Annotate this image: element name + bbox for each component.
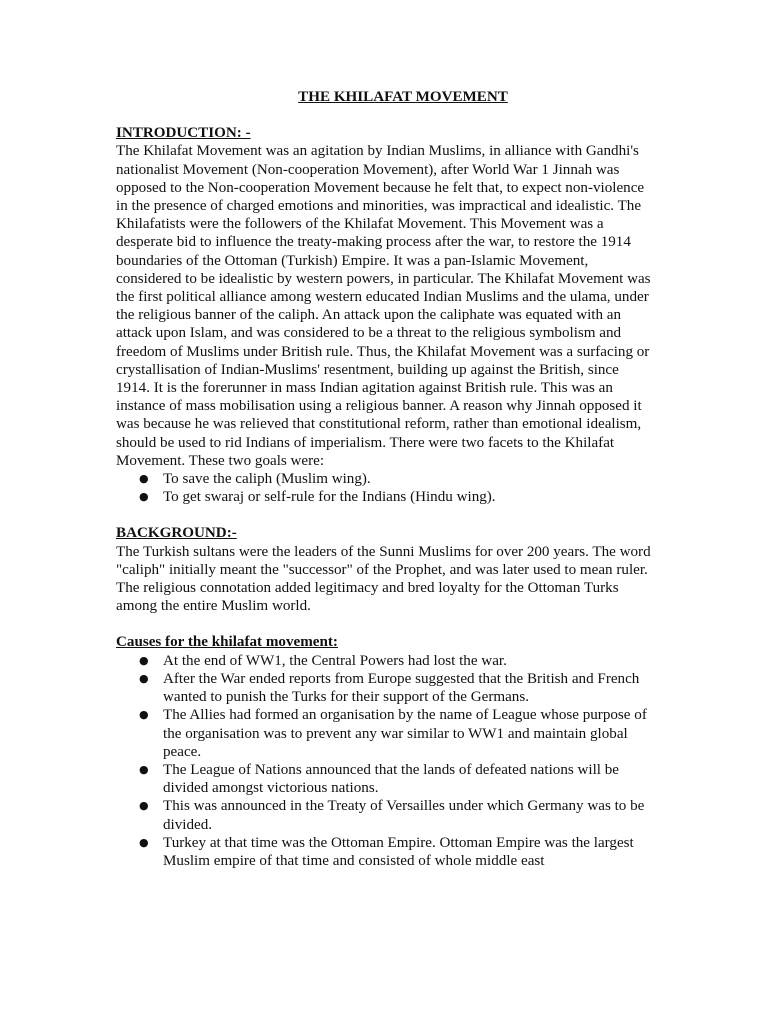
bullet-icon: ●	[139, 835, 149, 849]
list-item-text: To get swaraj or self-rule for the Indians (Hindu wing).	[163, 489, 496, 506]
bullet-icon: ●	[139, 472, 149, 486]
list-item-text: To save the caliph (Muslim wing).	[163, 471, 371, 488]
background-section	[116, 524, 656, 615]
list-item-text: After the War ended reports from Europe suggested that the British and French wanted to punish the Turks for their support of the Germans.	[163, 670, 640, 706]
list-item	[116, 797, 656, 833]
background-paragraph: The Turkish sultans were the leaders of the Sunni Muslims for over 200 years. The word "caliph" initially meant the "successor" of the Prophet, and was later used to mean ruler. The religious connotation added legitimacy and bred loyalty for the Ottoman Turks among the entire Muslim world.	[116, 543, 651, 615]
list-item	[116, 488, 656, 506]
bullet-icon: ●	[139, 708, 149, 722]
introduction-section	[116, 124, 656, 506]
causes-bullet-list	[116, 652, 656, 870]
background-heading: BACKGROUND:-	[116, 525, 237, 542]
list-item-text: The League of Nations announced that the lands of defeated nations will be divided amongst victorious nations.	[163, 761, 620, 797]
bullet-icon: ●	[139, 490, 149, 504]
list-item	[116, 706, 656, 761]
introduction-bullet-list	[116, 470, 656, 506]
causes-section	[116, 633, 656, 870]
list-item	[116, 470, 656, 488]
document-title: THE KHILAFAT MOVEMENT	[298, 89, 508, 105]
causes-heading: Causes for the khilafat movement:	[116, 634, 338, 651]
list-item	[116, 761, 656, 797]
bullet-icon: ●	[139, 653, 149, 667]
list-item-text: At the end of WW1, the Central Powers had lost the war.	[163, 652, 507, 669]
document-page	[116, 88, 656, 888]
list-item	[116, 670, 656, 706]
list-item-text: The Allies had formed an organisation by the name of League whose purpose of the organisation was to prevent any war similar to WW1 and maintain global peace.	[163, 707, 647, 760]
list-item	[116, 652, 656, 670]
bullet-icon: ●	[139, 671, 149, 685]
bullet-icon: ●	[139, 799, 149, 813]
bullet-icon: ●	[139, 762, 149, 776]
list-item-text: This was announced in the Treaty of Versailles under which Germany was to be divided.	[163, 798, 645, 833]
introduction-heading: INTRODUCTION: -	[116, 125, 251, 142]
introduction-paragraph: The Khilafat Movement was an agitation by Indian Muslims, in alliance with Gandhi's nationalist Movement (Non-cooperation Movement), after World War 1 Jinnah was opposed to the Non-cooperation Movement because he felt that, to expect non-violence in the presence of charged emotions and minorities, was impractical and idealistic. The Khilafatists were the followers of the Khilafat Movement. This Movement was a desperate bid to influence the treaty-making process after the war, to restore the 1914 boundaries of the Ottoman (Turkish) Empire. It was a pan-Islamic Movement, considered to be idealistic by western powers, in particular. The Khilafat Movement was the first political alliance among western educated Indian Muslims and the ulama, under the religious banner of the caliph. An attack upon the caliphate was equated with an attack upon Islam, and was considered to be a threat to the religious symbolism and freedom of Muslims under British rule. Thus, the Khilafat Movement was a surfacing or crystallisation of Indian-Muslims' resentment, building up against the British, since 1914. It is the forerunner in mass Indian agitation against British rule. This was an instance of mass mobilisation using a religious banner. A reason why Jinnah opposed it was because he was relieved that constitutional reform, rather than emotional idealism, should be used to rid Indians of imperialism. There were two facets to the Khilafat Movement. These two goals were:	[116, 143, 651, 469]
list-item-text: Turkey at that time was the Ottoman Empire. Ottoman Empire was the largest Muslim empire of that time and consisted of whole middle east	[163, 834, 634, 869]
list-item	[116, 834, 656, 870]
